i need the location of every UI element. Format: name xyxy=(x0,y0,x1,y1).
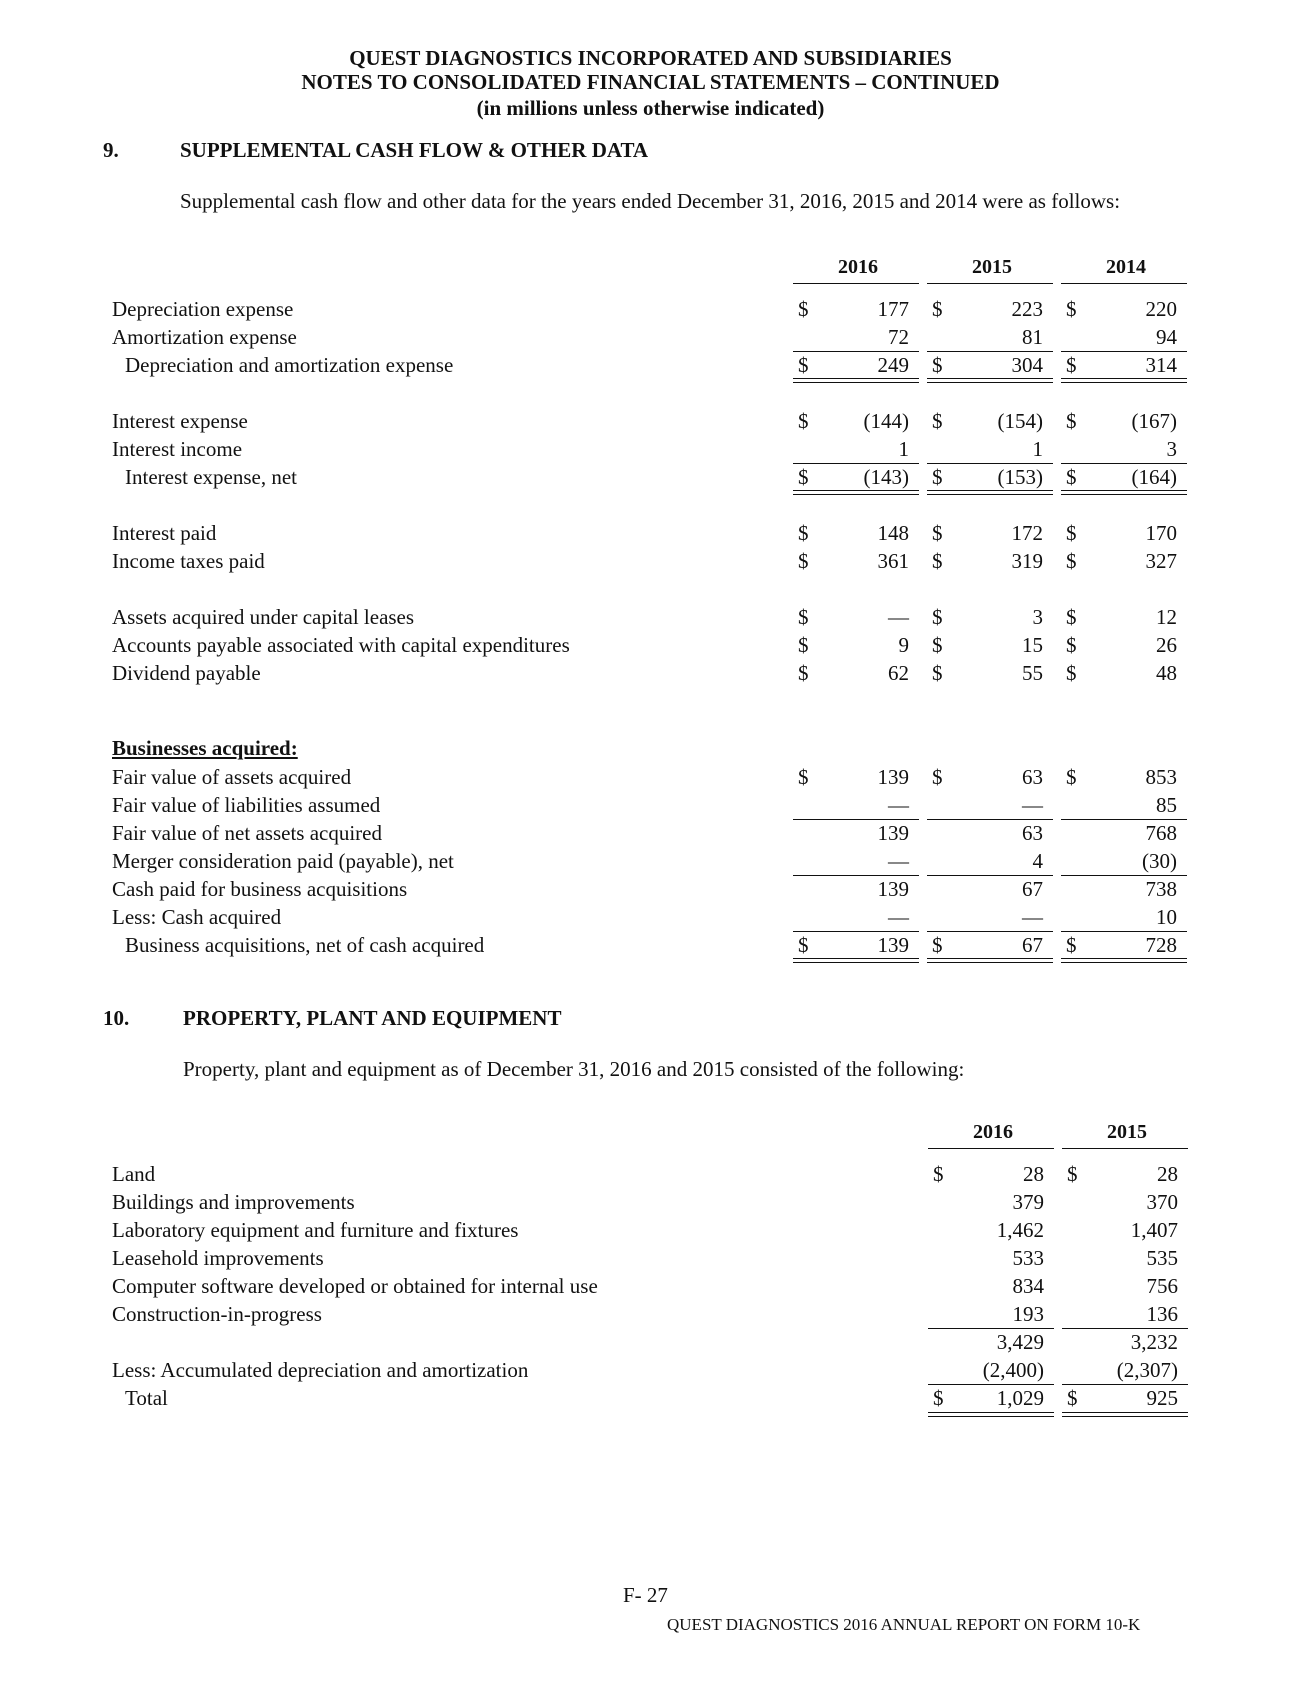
table-rule xyxy=(927,958,1053,963)
table-row xyxy=(0,1218,1301,1246)
currency-symbol: $ xyxy=(1066,409,1077,433)
table-rule xyxy=(1061,819,1187,820)
value-cell: 26 xyxy=(1156,633,1177,657)
value-cell: 139 xyxy=(877,933,909,957)
s10-col-rule xyxy=(1062,1148,1188,1149)
currency-symbol: $ xyxy=(932,465,943,489)
value-cell: 1 xyxy=(898,437,909,461)
value-cell: 72 xyxy=(888,325,909,349)
currency-symbol: $ xyxy=(1066,765,1077,789)
row-label: Interest income xyxy=(112,437,243,461)
report-header-notes: NOTES TO CONSOLIDATED FINANCIAL STATEMENTS – CONTINUED xyxy=(301,70,1000,94)
currency-symbol: $ xyxy=(798,633,809,657)
table-row xyxy=(0,1302,1301,1330)
value-cell: 314 xyxy=(1145,353,1177,377)
s10-col-2015: 2015 xyxy=(1107,1121,1147,1143)
row-label: Buildings and improvements xyxy=(112,1190,355,1214)
value-cell: 3,429 xyxy=(996,1330,1044,1354)
value-cell: 768 xyxy=(1145,821,1177,845)
value-cell: (144) xyxy=(863,409,909,433)
value-cell: 15 xyxy=(1022,633,1043,657)
table-rule xyxy=(928,1384,1054,1385)
value-cell: 3 xyxy=(1166,437,1177,461)
currency-symbol: $ xyxy=(932,521,943,545)
table-rule xyxy=(927,351,1053,352)
value-cell: 85 xyxy=(1156,793,1177,817)
value-cell: — xyxy=(1022,793,1043,817)
value-cell: 10 xyxy=(1156,905,1177,929)
section-10-intro: Property, plant and equipment as of December 31, 2016 and 2015 consisted of the following: xyxy=(183,1057,965,1081)
value-cell: 28 xyxy=(1023,1162,1044,1186)
table-rule xyxy=(1062,1384,1188,1385)
value-cell: (30) xyxy=(1142,849,1177,873)
table-row xyxy=(0,1274,1301,1302)
value-cell: 223 xyxy=(1011,297,1043,321)
table-rule xyxy=(793,378,919,383)
currency-symbol: $ xyxy=(798,353,809,377)
page-number: F- 27 xyxy=(623,1583,668,1607)
table-rule xyxy=(1061,463,1187,464)
row-label: Interest expense, net xyxy=(125,465,298,489)
value-cell: 925 xyxy=(1146,1386,1178,1410)
value-cell: 1 xyxy=(1032,437,1043,461)
currency-symbol: $ xyxy=(1066,633,1077,657)
row-label: Land xyxy=(112,1162,156,1186)
value-cell: 63 xyxy=(1022,821,1043,845)
currency-symbol: $ xyxy=(932,933,943,957)
table-rule xyxy=(1061,931,1187,932)
section-9-intro: Supplemental cash flow and other data for the years ended December 31, 2016, 2015 and 2014 were as follows: xyxy=(180,189,1121,213)
row-label: Amortization expense xyxy=(112,325,297,349)
currency-symbol: $ xyxy=(1066,297,1077,321)
currency-symbol: $ xyxy=(798,933,809,957)
value-cell: 319 xyxy=(1011,549,1043,573)
table-rule xyxy=(927,490,1053,495)
s10-col-2016: 2016 xyxy=(973,1121,1013,1143)
value-cell: 62 xyxy=(888,661,909,685)
currency-symbol: $ xyxy=(798,521,809,545)
table-rule xyxy=(927,875,1053,876)
row-label: Dividend payable xyxy=(112,661,261,685)
businesses-acquired-heading: Businesses acquired: xyxy=(112,736,298,760)
section-10-number: 10. xyxy=(103,1006,130,1030)
table-row xyxy=(0,353,1301,381)
currency-symbol: $ xyxy=(932,605,943,629)
row-label: Laboratory equipment and furniture and fixtures xyxy=(112,1218,519,1242)
row-label: Depreciation and amortization expense xyxy=(125,353,454,377)
value-cell: (2,307) xyxy=(1116,1358,1178,1382)
currency-symbol: $ xyxy=(1066,661,1077,685)
row-label: Computer software developed or obtained for internal use xyxy=(112,1274,598,1298)
currency-symbol: $ xyxy=(932,297,943,321)
row-label: Interest paid xyxy=(112,521,217,545)
table-rule xyxy=(1061,351,1187,352)
table-rule xyxy=(1062,1412,1188,1417)
value-cell: 1,029 xyxy=(996,1386,1044,1410)
value-cell: (167) xyxy=(1131,409,1177,433)
table-row xyxy=(0,1246,1301,1274)
table-rule xyxy=(1061,958,1187,963)
report-footer: QUEST DIAGNOSTICS 2016 ANNUAL REPORT ON FORM 10-K xyxy=(667,1615,1141,1634)
value-cell: 220 xyxy=(1145,297,1177,321)
value-cell: 327 xyxy=(1145,549,1177,573)
value-cell: 728 xyxy=(1145,933,1177,957)
table-rule xyxy=(927,463,1053,464)
table-row xyxy=(0,549,1301,577)
value-cell: 361 xyxy=(877,549,909,573)
currency-symbol: $ xyxy=(798,765,809,789)
section-9-number: 9. xyxy=(103,138,119,162)
table-row xyxy=(0,297,1301,325)
currency-symbol: $ xyxy=(798,465,809,489)
s9-col-2015: 2015 xyxy=(972,256,1012,278)
currency-symbol: $ xyxy=(932,409,943,433)
table-rule xyxy=(1062,1328,1188,1329)
table-row xyxy=(0,933,1301,961)
value-cell: — xyxy=(888,793,909,817)
value-cell: 12 xyxy=(1156,605,1177,629)
value-cell: (164) xyxy=(1131,465,1177,489)
section-9-title: SUPPLEMENTAL CASH FLOW & OTHER DATA xyxy=(180,138,649,162)
report-header-company: QUEST DIAGNOSTICS INCORPORATED AND SUBSIDIARIES xyxy=(349,46,952,70)
currency-symbol: $ xyxy=(798,661,809,685)
value-cell: — xyxy=(888,905,909,929)
table-row xyxy=(0,1358,1301,1386)
table-rule xyxy=(1061,875,1187,876)
row-label: Interest expense xyxy=(112,409,248,433)
report-header-units: (in millions unless otherwise indicated) xyxy=(476,96,825,120)
table-rule xyxy=(793,351,919,352)
table-row xyxy=(0,877,1301,905)
currency-symbol: $ xyxy=(933,1386,944,1410)
s9-col-rule xyxy=(1061,283,1187,284)
currency-symbol: $ xyxy=(933,1162,944,1186)
value-cell: 55 xyxy=(1022,661,1043,685)
row-label: Cash paid for business acquisitions xyxy=(112,877,408,901)
value-cell: 139 xyxy=(877,877,909,901)
value-cell: 853 xyxy=(1145,765,1177,789)
row-label: Accounts payable associated with capital expenditures xyxy=(112,633,570,657)
currency-symbol: $ xyxy=(798,549,809,573)
currency-symbol: $ xyxy=(1067,1386,1078,1410)
table-row xyxy=(0,605,1301,633)
value-cell: 1,462 xyxy=(996,1218,1044,1242)
table-rule xyxy=(793,958,919,963)
value-cell: 139 xyxy=(877,821,909,845)
row-label: Business acquisitions, net of cash acquired xyxy=(125,933,485,957)
value-cell: — xyxy=(888,849,909,873)
row-label: Leasehold improvements xyxy=(112,1246,324,1270)
currency-symbol: $ xyxy=(1066,605,1077,629)
value-cell: 533 xyxy=(1012,1246,1044,1270)
value-cell: 193 xyxy=(1012,1302,1044,1326)
table-rule xyxy=(793,875,919,876)
table-row xyxy=(0,437,1301,465)
row-label: Assets acquired under capital leases xyxy=(112,605,415,629)
currency-symbol: $ xyxy=(1066,933,1077,957)
table-rule xyxy=(927,378,1053,383)
currency-symbol: $ xyxy=(1066,521,1077,545)
table-row xyxy=(0,1162,1301,1190)
table-rule xyxy=(793,463,919,464)
row-label: Fair value of assets acquired xyxy=(112,765,352,789)
currency-symbol: $ xyxy=(798,297,809,321)
table-rule xyxy=(1061,378,1187,383)
value-cell: 3,232 xyxy=(1130,1330,1178,1354)
value-cell: 67 xyxy=(1022,877,1043,901)
currency-symbol: $ xyxy=(798,409,809,433)
value-cell: 94 xyxy=(1156,325,1177,349)
value-cell: 834 xyxy=(1012,1274,1044,1298)
value-cell: — xyxy=(1022,905,1043,929)
table-rule xyxy=(927,931,1053,932)
row-label: Depreciation expense xyxy=(112,297,294,321)
table-row xyxy=(0,409,1301,437)
currency-symbol: $ xyxy=(1066,549,1077,573)
value-cell: (2,400) xyxy=(982,1358,1044,1382)
currency-symbol: $ xyxy=(932,353,943,377)
value-cell: 170 xyxy=(1145,521,1177,545)
table-rule xyxy=(793,819,919,820)
value-cell: 67 xyxy=(1022,933,1043,957)
row-label: Fair value of liabilities assumed xyxy=(112,793,381,817)
s9-col-2016: 2016 xyxy=(838,256,878,278)
row-label: Construction-in-progress xyxy=(112,1302,322,1326)
value-cell: — xyxy=(888,605,909,629)
table-row xyxy=(0,1190,1301,1218)
table-row xyxy=(0,325,1301,353)
currency-symbol: $ xyxy=(932,633,943,657)
value-cell: 249 xyxy=(877,353,909,377)
value-cell: 304 xyxy=(1011,353,1043,377)
value-cell: 4 xyxy=(1032,849,1043,873)
value-cell: (143) xyxy=(863,465,909,489)
value-cell: 3 xyxy=(1032,605,1043,629)
value-cell: 535 xyxy=(1146,1246,1178,1270)
table-rule xyxy=(1061,490,1187,495)
value-cell: 172 xyxy=(1011,521,1043,545)
value-cell: 139 xyxy=(877,765,909,789)
currency-symbol: $ xyxy=(932,661,943,685)
currency-symbol: $ xyxy=(1067,1162,1078,1186)
value-cell: 370 xyxy=(1146,1190,1178,1214)
row-label: Merger consideration paid (payable), net xyxy=(112,849,454,873)
currency-symbol: $ xyxy=(1066,353,1077,377)
row-label: Income taxes paid xyxy=(112,549,265,573)
s9-col-2014: 2014 xyxy=(1106,256,1146,278)
table-row xyxy=(0,905,1301,933)
table-rule xyxy=(928,1412,1054,1417)
value-cell: 756 xyxy=(1146,1274,1178,1298)
table-rule xyxy=(928,1328,1054,1329)
s9-col-rule xyxy=(793,283,919,284)
value-cell: (154) xyxy=(997,409,1043,433)
value-cell: 738 xyxy=(1145,877,1177,901)
table-rule xyxy=(793,931,919,932)
s9-col-rule xyxy=(927,283,1053,284)
table-rule xyxy=(927,819,1053,820)
currency-symbol: $ xyxy=(932,549,943,573)
value-cell: 63 xyxy=(1022,765,1043,789)
table-row xyxy=(0,793,1301,821)
row-label: Less: Accumulated depreciation and amortization xyxy=(112,1358,529,1382)
table-row xyxy=(0,521,1301,549)
value-cell: 48 xyxy=(1156,661,1177,685)
row-label: Less: Cash acquired xyxy=(112,905,282,929)
table-row xyxy=(0,765,1301,793)
table-rule xyxy=(793,490,919,495)
s10-col-rule xyxy=(928,1148,1054,1149)
currency-symbol: $ xyxy=(798,605,809,629)
value-cell: 1,407 xyxy=(1130,1218,1178,1242)
table-row xyxy=(0,1386,1301,1414)
table-row xyxy=(0,465,1301,493)
table-row xyxy=(0,821,1301,849)
value-cell: 81 xyxy=(1022,325,1043,349)
row-label: Total xyxy=(125,1386,168,1410)
value-cell: (153) xyxy=(997,465,1043,489)
value-cell: 379 xyxy=(1012,1190,1044,1214)
table-row xyxy=(0,1330,1301,1358)
value-cell: 177 xyxy=(877,297,909,321)
table-row xyxy=(0,633,1301,661)
value-cell: 148 xyxy=(877,521,909,545)
row-label: Fair value of net assets acquired xyxy=(112,821,382,845)
value-cell: 28 xyxy=(1157,1162,1178,1186)
table-row xyxy=(0,661,1301,689)
section-10-title: PROPERTY, PLANT AND EQUIPMENT xyxy=(183,1006,562,1030)
value-cell: 136 xyxy=(1146,1302,1178,1326)
currency-symbol: $ xyxy=(1066,465,1077,489)
value-cell: 9 xyxy=(898,633,909,657)
currency-symbol: $ xyxy=(932,765,943,789)
table-row xyxy=(0,849,1301,877)
